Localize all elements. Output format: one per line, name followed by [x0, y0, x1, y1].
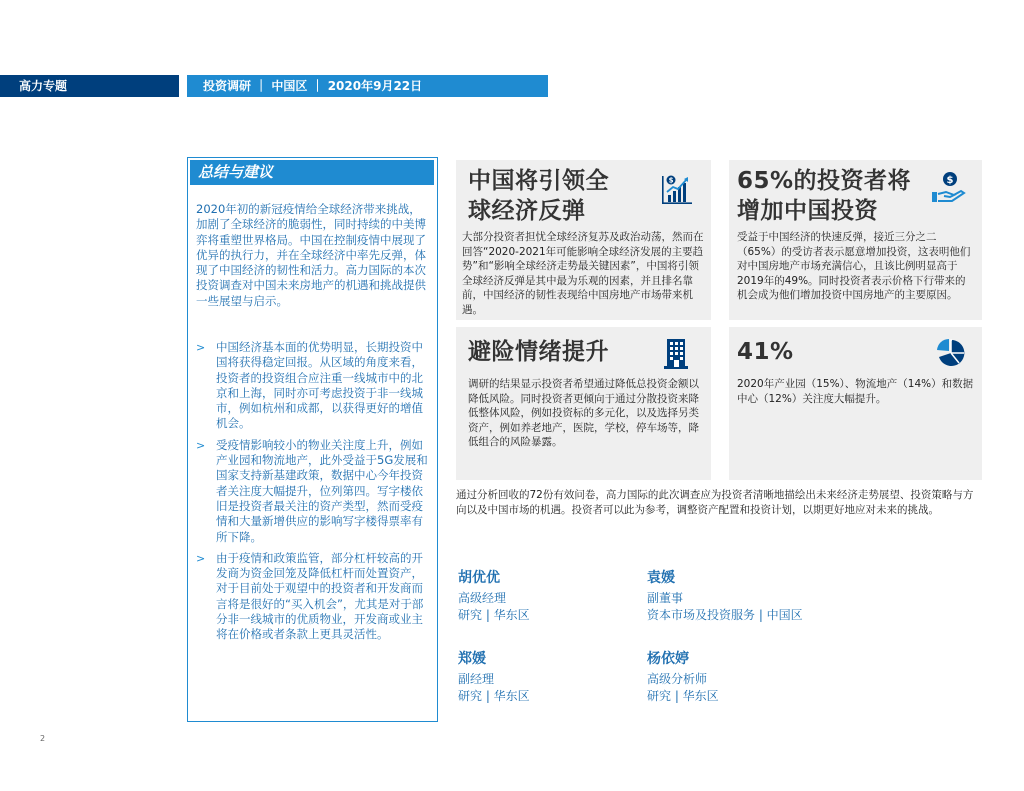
card-title: 避险情绪提升 [468, 339, 609, 365]
stat-card-china-leads [456, 160, 711, 320]
summary-bullets [196, 340, 430, 649]
contact-name: 袁媛 [647, 570, 675, 586]
summary-bullet [196, 340, 430, 432]
bullet-arrow-icon: > [196, 551, 206, 565]
summary-box [187, 157, 438, 722]
contact-name: 胡优优 [458, 570, 500, 586]
contact-name: 杨依婷 [647, 651, 689, 667]
pie-chart-icon [935, 337, 967, 369]
card-text: 2020年产业园（15%）、物流地产（14%）和数据中心（12%）关注度大幅提升。 [737, 378, 974, 405]
bullet-text: 受疫情影响较小的物业关注度上升，例如产业园和物流地产，此外受益于5G发展和国家支持新基建政策，数据中心今年投资者关注度大幅提升，位列第四。写字楼依旧是投资者最关注的资产类型，然而受疫情和大量新增供应的影响写字楼得票率有所下降。 [216, 437, 428, 544]
stat-card-risk-aversion [456, 327, 711, 480]
card-title: 中国将引领全 球经济反弹 [468, 168, 609, 224]
building-icon [664, 337, 688, 369]
svg-text:$: $ [668, 176, 674, 185]
bullet-arrow-icon: > [196, 438, 206, 452]
contact-dept: 研究 | 华东区 [647, 689, 719, 703]
card-text: 受益于中国经济的快速反弹，接近三分之二（65%）的受访者表示愿意增加投资，这表明他们对中国房地产市场充满信心，且该比例明显高于2019年的49%。同时投资者表示价格下行带来的机会成为他们增加投资中国房地产的主要原因。 [737, 231, 971, 301]
hand-dollar-icon [930, 170, 968, 206]
bullet-arrow-icon: > [196, 341, 206, 354]
card-text: 调研的结果显示投资者希望通过降低总投资金额以降低风险。同时投资者更倾向于通过分散投资来降低整体风险，例如投资标的多元化，以及选择另类资产，例如养老地产，医院，学校，停车场等，降低组合的风险暴露。 [468, 378, 699, 448]
contact-dept: 研究 | 华东区 [458, 689, 530, 703]
stat-card-65-percent [729, 160, 982, 320]
summary-title: 总结与建议 [190, 160, 434, 185]
svg-text:$: $ [946, 175, 954, 186]
contact-dept: 资本市场及投资服务 | 中国区 [647, 608, 803, 622]
chart-growth-icon [659, 172, 695, 208]
contact-title: 高级分析师 [647, 672, 708, 686]
summary-bullet [196, 551, 430, 643]
contact-title: 副经理 [458, 672, 495, 686]
summary-bullet [196, 438, 430, 545]
section-label: 高力专题 [0, 75, 179, 97]
contact-title: 高级经理 [458, 591, 507, 605]
stat-card-41-percent [729, 327, 982, 480]
conclusion-paragraph: 通过分析回收的72份有效问卷，高力国际的此次调查应为投资者清晰地描绘出未来经济走势展望、投资策略与方向以及中国市场的机遇。投资者可以此为参考，调整资产配置和投资计划，以期更好地应对未来的挑战。 [456, 489, 974, 516]
report-meta-bar: 投资调研 ｜ 中国区 ｜ 2020年9月22日 [187, 75, 548, 97]
page-number: 2 [40, 734, 46, 743]
contact-title: 副董事 [647, 591, 684, 605]
summary-intro: 2020年初的新冠疫情给全球经济带来挑战，加剧了全球经济的脆弱性，同时持续的中美博弈将重塑世界格局。中国在控制疫情中展现了优异的执行力，并在全球经济中率先反弹，体现了中国经济的韧性和活力。高力国际的本次投资调查对中国未来房地产的机遇和挑战提供一些展望与启示。 [196, 202, 426, 308]
card-title: 41% [737, 339, 794, 365]
bullet-text: 由于疫情和政策监管，部分杠杆较高的开发商为资金回笼及降低杠杆而处置资产，对于目前处于观望中的投资者和开发商而言将是很好的“买入机会”，尤其是对于部分非一线城市的优质物业，开发商或业主将在价格或者条款上更具灵活性。 [216, 550, 424, 642]
card-text: 大部分投资者担忧全球经济复苏及政治动荡，然而在回答“2020-2021年可能影响全球经济发展的主要趋势”和“影响全球经济走势最关键因素”，中国将引领全球经济反弹是其中最为乐观的因素，并且排名靠前，中国经济的韧性表现给中国房地产市场带来机遇。 [462, 231, 704, 316]
bullet-text: 中国经济基本面的优势明显，长期投资中国将获得稳定回报。从区域的角度来看，投资者的投资组合应注重一线城市中的北京和上海，同时亦可考虑投资于非一线城市，例如杭州和成都，以获得更好的增值机会。 [216, 340, 423, 431]
contact-name: 郑媛 [458, 651, 486, 667]
card-title: 65%的投资者将 增加中国投资 [737, 168, 912, 224]
contact-dept: 研究 | 华东区 [458, 608, 530, 622]
